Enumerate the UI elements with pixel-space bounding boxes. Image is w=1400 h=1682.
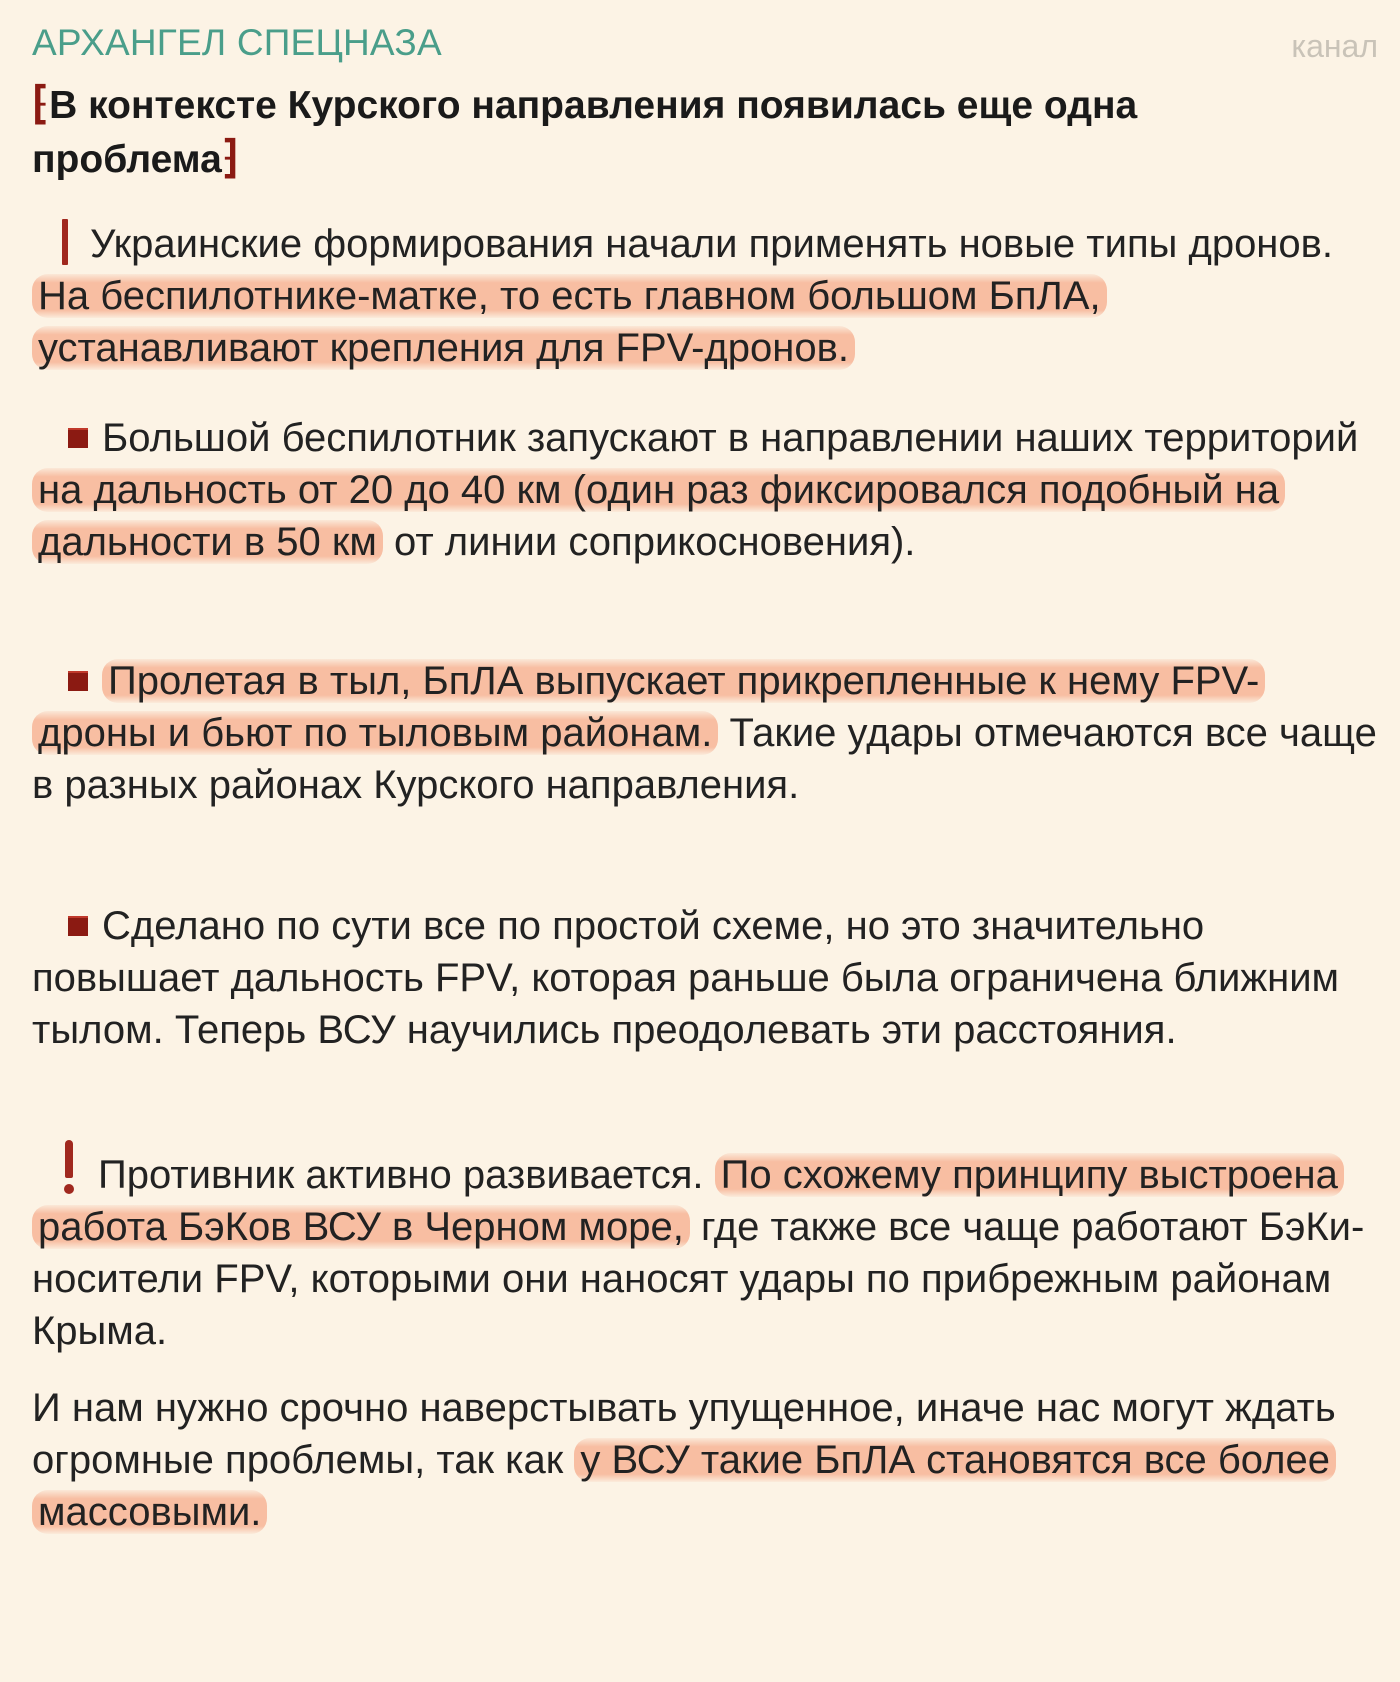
highlighted-text: По схожему принципу выстроена работа БэКов ВСУ в Черном море, — [32, 1153, 1344, 1249]
bracket-open-icon: ⁅ — [32, 79, 50, 128]
highlighted-text: на дальность от 20 до 40 км (один раз фиксировался подобный на дальности в 50 км — [32, 468, 1285, 564]
highlighted-text: у ВСУ такие БпЛА становятся все более массовыми. — [32, 1438, 1336, 1534]
paragraph-text-after: где также все чаще работают БэКи-носители FPV, которыми они наносят удары по прибрежным районам Крыма. — [32, 1205, 1365, 1353]
paragraph-text-after: Такие удары отмечаются все чаще в разных районах Курского направления. — [32, 711, 1377, 807]
paragraph-4 — [32, 900, 1377, 1056]
paragraph-2 — [32, 412, 1377, 568]
highlighted-text: На беспилотнике-матке, то есть главном большом БпЛА, устанавливают крепления для FPV-дронов. — [32, 274, 1107, 370]
paragraph-3 — [32, 655, 1377, 811]
paragraph-1 — [32, 218, 1377, 374]
red-square-icon — [68, 671, 88, 691]
red-square-icon — [68, 428, 88, 448]
paragraph-text-after: от линии соприкосновения). — [393, 520, 916, 564]
paragraph-text: Противник активно развивается. — [98, 1153, 704, 1197]
paragraph-text: Украинские формирования начали применять новые типы дронов. — [90, 222, 1334, 266]
highlighted-text: Пролетая в тыл, БпЛА выпускает прикрепленные к нему FPV-дроны и бьют по тыловым районам. — [32, 659, 1265, 755]
red-square-icon — [68, 916, 88, 936]
bracket-close-icon: ⁆ — [221, 133, 239, 182]
post-headline — [32, 78, 1352, 186]
channel-name[interactable]: АРХАНГЕЛ СПЕЦНАЗА — [32, 22, 442, 63]
red-exclamation-icon — [62, 1140, 76, 1196]
paragraph-text: Сделано по сути все по простой схеме, но это значительно повышает дальность FPV, которая раньше была ограничена ближним тылом. Теперь ВСУ научились преодолевать эти расстояния. — [32, 904, 1340, 1052]
headline-text: В контексте Курского направления появилась еще одна проблема — [32, 84, 1138, 181]
paragraph-text: И нам нужно срочно наверстывать упущенное, иначе нас могут ждать огромные проблемы, так как — [32, 1386, 1336, 1482]
paragraph-text: Большой беспилотник запускают в направлении наших территорий — [102, 416, 1359, 460]
red-bar-icon — [62, 219, 68, 265]
paragraph-6 — [32, 1382, 1377, 1538]
paragraph-5 — [32, 1140, 1377, 1357]
channel-tag: канал — [1291, 28, 1378, 64]
